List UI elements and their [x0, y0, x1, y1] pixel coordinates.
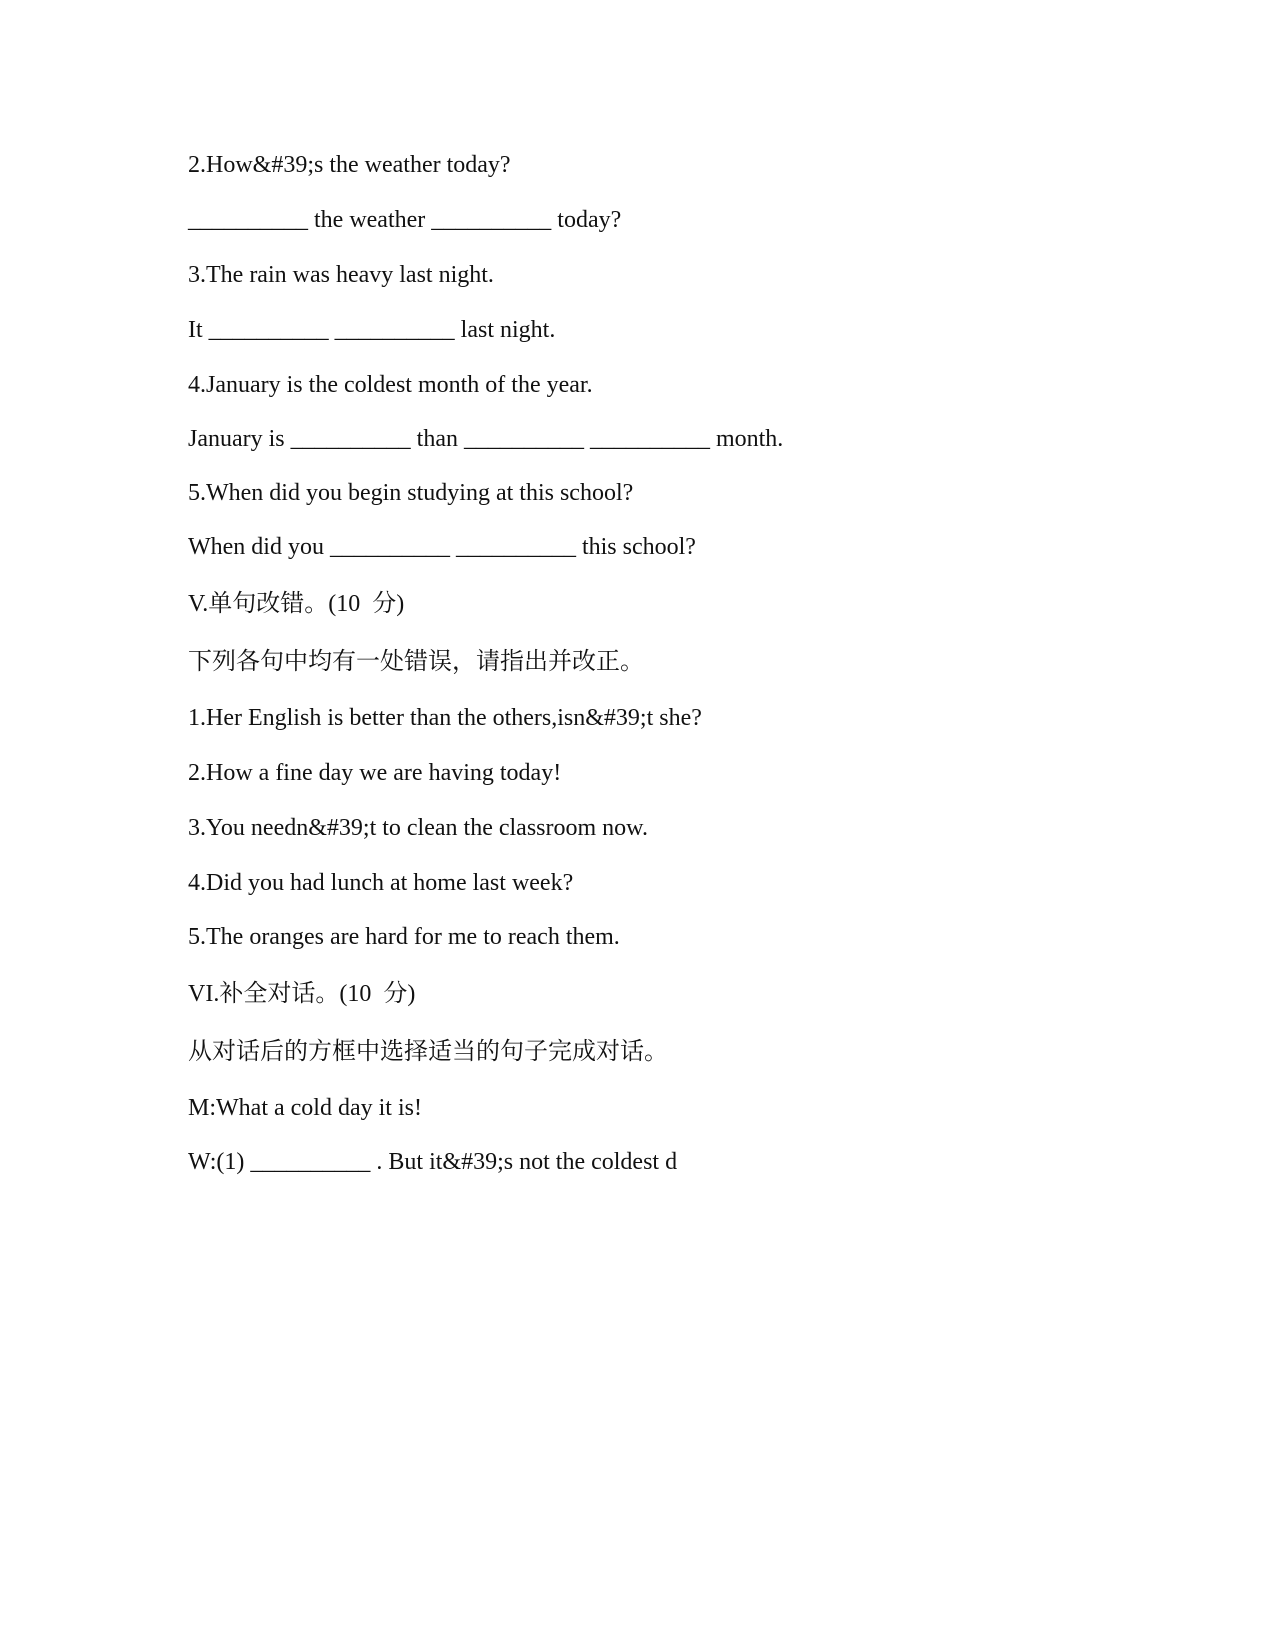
- question-4-rewrite: January is __________ than __________ __________ month.: [188, 426, 784, 452]
- error-item-1: 1.Her English is better than the others,isn&#39;t she?: [188, 705, 702, 731]
- question-3-rewrite: It __________ __________ last night.: [188, 317, 556, 343]
- error-item-2: 2.How a fine day we are having today!: [188, 760, 562, 786]
- question-2-original: 2.How&#39;s the weather today?: [188, 152, 511, 178]
- section-vi-instructions: 从对话后的方框中选择适当的句子完成对话。: [188, 1039, 668, 1065]
- dialogue-line-m: M:What a cold day it is!: [188, 1095, 422, 1121]
- dialogue-line-w: W:(1) __________ . But it&#39;s not the coldest d: [188, 1149, 678, 1175]
- error-item-5: 5.The oranges are hard for me to reach them.: [188, 924, 620, 950]
- question-4-original: 4.January is the coldest month of the year.: [188, 372, 593, 398]
- question-5-rewrite: When did you __________ __________ this school?: [188, 534, 696, 560]
- question-3-original: 3.The rain was heavy last night.: [188, 262, 494, 288]
- section-v-instructions: 下列各句中均有一处错误，请指出并改正。: [188, 649, 644, 675]
- error-item-3: 3.You needn&#39;t to clean the classroom now.: [188, 815, 648, 841]
- section-v-heading: V.单句改错。(10 分): [188, 591, 405, 617]
- section-vi-heading: VI.补全对话。(10 分): [188, 981, 416, 1007]
- error-item-4: 4.Did you had lunch at home last week?: [188, 870, 574, 896]
- question-2-rewrite: __________ the weather __________ today?: [188, 207, 622, 233]
- question-5-original: 5.When did you begin studying at this school?: [188, 480, 634, 506]
